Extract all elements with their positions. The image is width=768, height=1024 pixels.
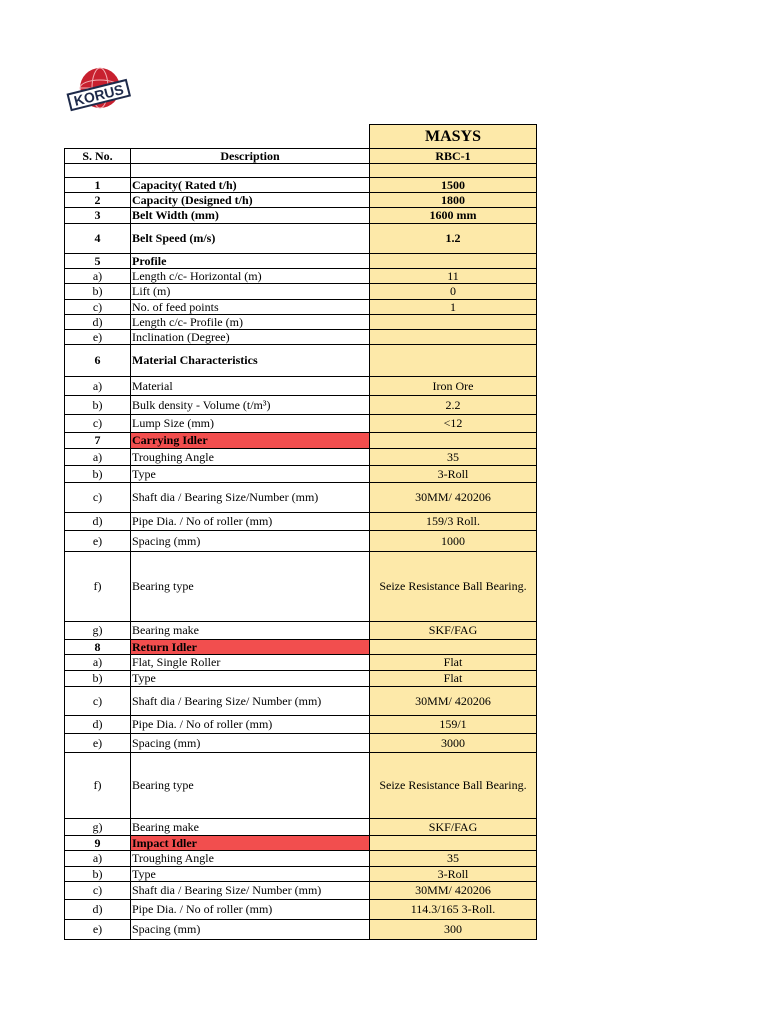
table-row [65, 396, 537, 415]
serial-number-cell: e) [65, 531, 131, 552]
serial-number-cell: f) [65, 552, 131, 622]
value-cell: 3000 [370, 734, 537, 753]
serial-number-cell: e) [65, 920, 131, 940]
value-cell: 1600 mm [370, 208, 537, 224]
brand-header-row [65, 125, 537, 149]
serial-number-cell: f) [65, 753, 131, 819]
value-cell: 159/1 [370, 716, 537, 734]
description-cell: Spacing (mm) [131, 531, 370, 552]
value-cell [370, 164, 537, 178]
serial-number-cell: b) [65, 671, 131, 687]
brand-header: MASYS [370, 125, 537, 149]
value-cell: 300 [370, 920, 537, 940]
value-cell: 0 [370, 284, 537, 300]
serial-number-cell: e) [65, 330, 131, 345]
table-row [65, 449, 537, 466]
serial-number-cell: b) [65, 466, 131, 483]
table-row [65, 377, 537, 396]
serial-number-cell: 3 [65, 208, 131, 224]
description-cell: Troughing Angle [131, 449, 370, 466]
value-cell: 114.3/165 3-Roll. [370, 900, 537, 920]
value-cell [370, 433, 537, 449]
table-row [65, 819, 537, 836]
serial-number-cell: d) [65, 315, 131, 330]
table-row [65, 269, 537, 284]
value-cell: 1800 [370, 193, 537, 208]
specification-table [64, 124, 537, 940]
table-row [65, 513, 537, 531]
serial-number-cell: 7 [65, 433, 131, 449]
serial-number-cell: b) [65, 867, 131, 882]
value-cell [370, 345, 537, 377]
description-cell: Shaft dia / Bearing Size/ Number (mm) [131, 687, 370, 716]
serial-number-cell: c) [65, 687, 131, 716]
table-row [65, 622, 537, 640]
table-row [65, 193, 537, 208]
description-cell: Bearing type [131, 552, 370, 622]
table-row [65, 882, 537, 900]
description-cell: Lift (m) [131, 284, 370, 300]
value-cell: 1.2 [370, 224, 537, 254]
serial-number-cell: c) [65, 882, 131, 900]
serial-number-cell: 9 [65, 836, 131, 851]
serial-number-cell: 5 [65, 254, 131, 269]
description-cell: Belt Speed (m/s) [131, 224, 370, 254]
value-cell: 1 [370, 300, 537, 315]
table-row [65, 433, 537, 449]
value-cell: 11 [370, 269, 537, 284]
description-cell: Pipe Dia. / No of roller (mm) [131, 900, 370, 920]
description-cell: Pipe Dia. / No of roller (mm) [131, 716, 370, 734]
description-cell: Bearing make [131, 819, 370, 836]
table-row [65, 300, 537, 315]
description-cell: Lump Size (mm) [131, 415, 370, 433]
description-cell: Flat, Single Roller [131, 655, 370, 671]
table-row [65, 716, 537, 734]
value-cell: 2.2 [370, 396, 537, 415]
value-cell: <12 [370, 415, 537, 433]
value-cell: 1500 [370, 178, 537, 193]
serial-number-cell: c) [65, 415, 131, 433]
table-row [65, 734, 537, 753]
description-cell: Shaft dia / Bearing Size/ Number (mm) [131, 882, 370, 900]
serial-number-cell: e) [65, 734, 131, 753]
table-row [65, 415, 537, 433]
serial-number-cell [65, 164, 131, 178]
serial-number-cell: 4 [65, 224, 131, 254]
table-row [65, 671, 537, 687]
value-cell: 3-Roll [370, 867, 537, 882]
table-row [65, 254, 537, 269]
table-row [65, 284, 537, 300]
blank-cell [65, 125, 131, 149]
serial-number-cell: 6 [65, 345, 131, 377]
table-row [65, 687, 537, 716]
column-header-row [65, 149, 537, 164]
description-cell: Material [131, 377, 370, 396]
table-row [65, 867, 537, 882]
description-cell: Length c/c- Horizontal (m) [131, 269, 370, 284]
serial-number-cell: c) [65, 300, 131, 315]
serial-number-cell: 1 [65, 178, 131, 193]
value-cell: 30MM/ 420206 [370, 882, 537, 900]
serial-number-cell: b) [65, 396, 131, 415]
description-cell: Shaft dia / Bearing Size/Number (mm) [131, 483, 370, 513]
table-row [65, 851, 537, 867]
table-row [65, 753, 537, 819]
value-cell: 3-Roll [370, 466, 537, 483]
table-row [65, 640, 537, 655]
value-cell [370, 315, 537, 330]
table-row [65, 483, 537, 513]
description-cell: Bearing make [131, 622, 370, 640]
serial-number-cell: 2 [65, 193, 131, 208]
serial-number-cell: d) [65, 513, 131, 531]
table-row [65, 836, 537, 851]
serial-number-cell: g) [65, 622, 131, 640]
value-cell [370, 330, 537, 345]
description-cell: Pipe Dia. / No of roller (mm) [131, 513, 370, 531]
table-row [65, 330, 537, 345]
description-cell: Bearing type [131, 753, 370, 819]
description-cell: Capacity (Designed t/h) [131, 193, 370, 208]
serial-number-cell: a) [65, 655, 131, 671]
description-cell: Impact Idler [131, 836, 370, 851]
serial-number-cell: a) [65, 851, 131, 867]
description-cell: Profile [131, 254, 370, 269]
serial-number-cell: b) [65, 284, 131, 300]
value-cell: 35 [370, 449, 537, 466]
serial-number-cell: c) [65, 483, 131, 513]
table-row [65, 900, 537, 920]
description-cell: Spacing (mm) [131, 920, 370, 940]
value-cell: 30MM/ 420206 [370, 687, 537, 716]
korus-logo [66, 66, 132, 114]
description-cell: Length c/c- Profile (m) [131, 315, 370, 330]
description-cell: Capacity( Rated t/h) [131, 178, 370, 193]
column-header-model: RBC-1 [370, 149, 537, 164]
table-row [65, 178, 537, 193]
value-cell [370, 836, 537, 851]
table-row [65, 552, 537, 622]
value-cell: SKF/FAG [370, 622, 537, 640]
blank-cell [131, 125, 370, 149]
description-cell: Troughing Angle [131, 851, 370, 867]
description-cell: Return Idler [131, 640, 370, 655]
serial-number-cell: a) [65, 269, 131, 284]
value-cell: 1000 [370, 531, 537, 552]
serial-number-cell: d) [65, 716, 131, 734]
table-row [65, 466, 537, 483]
value-cell [370, 254, 537, 269]
logo-wordmark: KORUS [72, 81, 126, 109]
description-cell: Belt Width (mm) [131, 208, 370, 224]
description-cell: Material Characteristics [131, 345, 370, 377]
description-cell: Type [131, 867, 370, 882]
serial-number-cell: 8 [65, 640, 131, 655]
description-cell [131, 164, 370, 178]
description-cell: Bulk density - Volume (t/m³) [131, 396, 370, 415]
table-row [65, 655, 537, 671]
serial-number-cell: d) [65, 900, 131, 920]
value-cell: 30MM/ 420206 [370, 483, 537, 513]
serial-number-cell: a) [65, 377, 131, 396]
table-row [65, 164, 537, 178]
description-cell: Type [131, 466, 370, 483]
description-cell: Type [131, 671, 370, 687]
value-cell: 35 [370, 851, 537, 867]
table-row [65, 208, 537, 224]
description-cell: No. of feed points [131, 300, 370, 315]
description-cell: Spacing (mm) [131, 734, 370, 753]
table-row [65, 224, 537, 254]
column-header-sno: S. No. [65, 149, 131, 164]
serial-number-cell: g) [65, 819, 131, 836]
table-row [65, 531, 537, 552]
value-cell: Seize Resistance Ball Bearing. [370, 552, 537, 622]
value-cell [370, 640, 537, 655]
serial-number-cell: a) [65, 449, 131, 466]
description-cell: Carrying Idler [131, 433, 370, 449]
table-row [65, 920, 537, 940]
value-cell: Iron Ore [370, 377, 537, 396]
value-cell: Flat [370, 655, 537, 671]
value-cell: SKF/FAG [370, 819, 537, 836]
table-row [65, 345, 537, 377]
value-cell: 159/3 Roll. [370, 513, 537, 531]
value-cell: Seize Resistance Ball Bearing. [370, 753, 537, 819]
column-header-description: Description [131, 149, 370, 164]
value-cell: Flat [370, 671, 537, 687]
table-row [65, 315, 537, 330]
description-cell: Inclination (Degree) [131, 330, 370, 345]
